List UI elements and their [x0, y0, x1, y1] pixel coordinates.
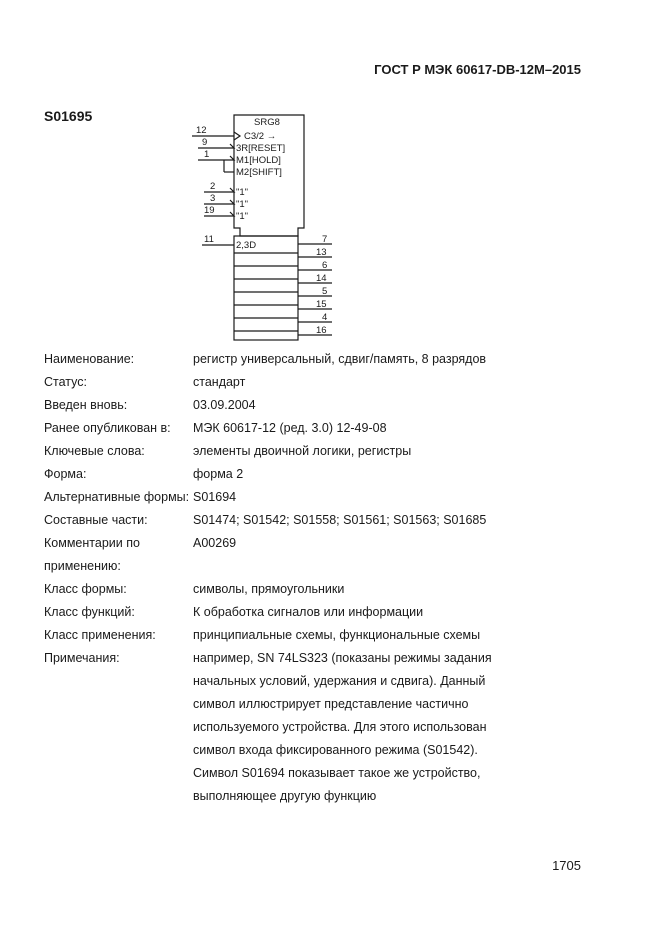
property-value-line: выполняющее другую функцию [193, 789, 377, 803]
property-row [44, 601, 584, 624]
property-value-line: начальных условий, удержания и сдвига). Данный [193, 674, 486, 688]
property-label: Класс функций: [44, 605, 135, 619]
control-label-fixed-3: "1" [236, 211, 249, 222]
property-row [44, 578, 584, 601]
property-label: Наименование: [44, 352, 135, 366]
property-label: Примечания: [44, 651, 120, 665]
property-value [193, 578, 584, 601]
property-value-line: символы, прямоугольники [193, 582, 345, 596]
property-row [44, 417, 584, 440]
register-symbol-diagram [190, 112, 350, 342]
input-pin-3: 3 [210, 193, 216, 204]
output-pin: 14 [316, 273, 327, 284]
property-value-line: 03.09.2004 [193, 398, 256, 412]
control-label-fixed-2: "1" [236, 199, 249, 210]
page-number: 1705 [552, 858, 581, 873]
property-row [44, 394, 584, 417]
property-value [193, 371, 584, 394]
property-label: Класс применения: [44, 628, 156, 642]
standard-header: ГОСТ Р МЭК 60617-DB-12M–2015 [374, 62, 581, 77]
property-value-line: Символ S01694 показывает такое же устройство, [193, 766, 481, 780]
data-input-pin: 11 [204, 234, 214, 245]
property-value-line: регистр универсальный, сдвиг/память, 8 разрядов [193, 352, 487, 366]
property-label: Составные части: [44, 513, 148, 527]
property-row [44, 440, 584, 463]
property-row [44, 348, 584, 371]
output-pin: 7 [322, 234, 328, 245]
property-label: Ранее опубликован в: [44, 421, 171, 435]
property-label: Альтернативные формы: [44, 490, 190, 504]
property-row [44, 463, 584, 486]
property-value [193, 601, 584, 624]
output-pin: 15 [316, 299, 327, 310]
input-pin-19: 19 [204, 205, 215, 216]
property-value [193, 647, 584, 808]
block-title: SRG8 [254, 117, 280, 128]
property-value [193, 417, 584, 440]
property-value-line: S01474; S01542; S01558; S01561; S01563; S01685 [193, 513, 487, 527]
property-value-line: МЭК 60617-12 (ред. 3.0) 12-49-08 [193, 421, 387, 435]
properties-table [44, 348, 584, 808]
output-pin: 4 [322, 312, 328, 323]
property-value [193, 624, 584, 647]
control-label-reset: 3R[RESET] [236, 143, 286, 154]
property-value [193, 486, 584, 509]
property-value [193, 509, 584, 532]
property-value-line: A00269 [193, 536, 237, 550]
property-value-line: принципиальные схемы, функциональные схемы [193, 628, 481, 642]
property-label: Введен вновь: [44, 398, 128, 412]
control-label-clock: C3/2 → [244, 131, 277, 142]
property-row [44, 624, 584, 647]
property-label: Форма: [44, 467, 87, 481]
property-value-line: символ входа фиксированного режима (S01542). [193, 743, 478, 757]
symbol-code: S01695 [44, 108, 93, 124]
output-pin: 6 [322, 260, 328, 271]
control-label-shift: M2[SHIFT] [236, 167, 282, 178]
property-value-line: элементы двоичной логики, регистры [193, 444, 412, 458]
property-value [193, 463, 584, 486]
property-row [44, 486, 584, 509]
property-value-line: символ иллюстрирует представление частично [193, 697, 469, 711]
property-value-line: форма 2 [193, 467, 244, 481]
control-label-hold: M1[HOLD] [236, 155, 281, 166]
property-value [193, 394, 584, 417]
property-label: Класс формы: [44, 582, 127, 596]
property-value-line: используемого устройства. Для этого использован [193, 720, 487, 734]
property-label: Комментарии по применению: [44, 536, 140, 573]
output-pin: 5 [322, 286, 328, 297]
input-pin-2: 2 [210, 181, 216, 192]
property-value-line: S01694 [193, 490, 237, 504]
property-value-line: К обработка сигналов или информации [193, 605, 424, 619]
property-label: Статус: [44, 375, 87, 389]
input-pin-9: 9 [202, 137, 208, 148]
property-row [44, 532, 584, 578]
property-label: Ключевые слова: [44, 444, 145, 458]
property-value [193, 440, 584, 463]
property-row [44, 371, 584, 394]
input-pin-1: 1 [204, 149, 210, 160]
output-pin: 16 [316, 325, 327, 336]
control-label-fixed-1: "1" [236, 187, 249, 198]
property-value [193, 348, 584, 371]
register-cells-outline [234, 236, 298, 340]
property-value [193, 532, 584, 578]
input-pin-12: 12 [196, 125, 207, 136]
data-label: 2,3D [236, 240, 257, 251]
property-row [44, 509, 584, 532]
property-value-line: стандарт [193, 375, 246, 389]
property-row [44, 647, 584, 808]
output-pin: 13 [316, 247, 327, 258]
property-value-line: например, SN 74LS323 (показаны режимы задания [193, 651, 492, 665]
